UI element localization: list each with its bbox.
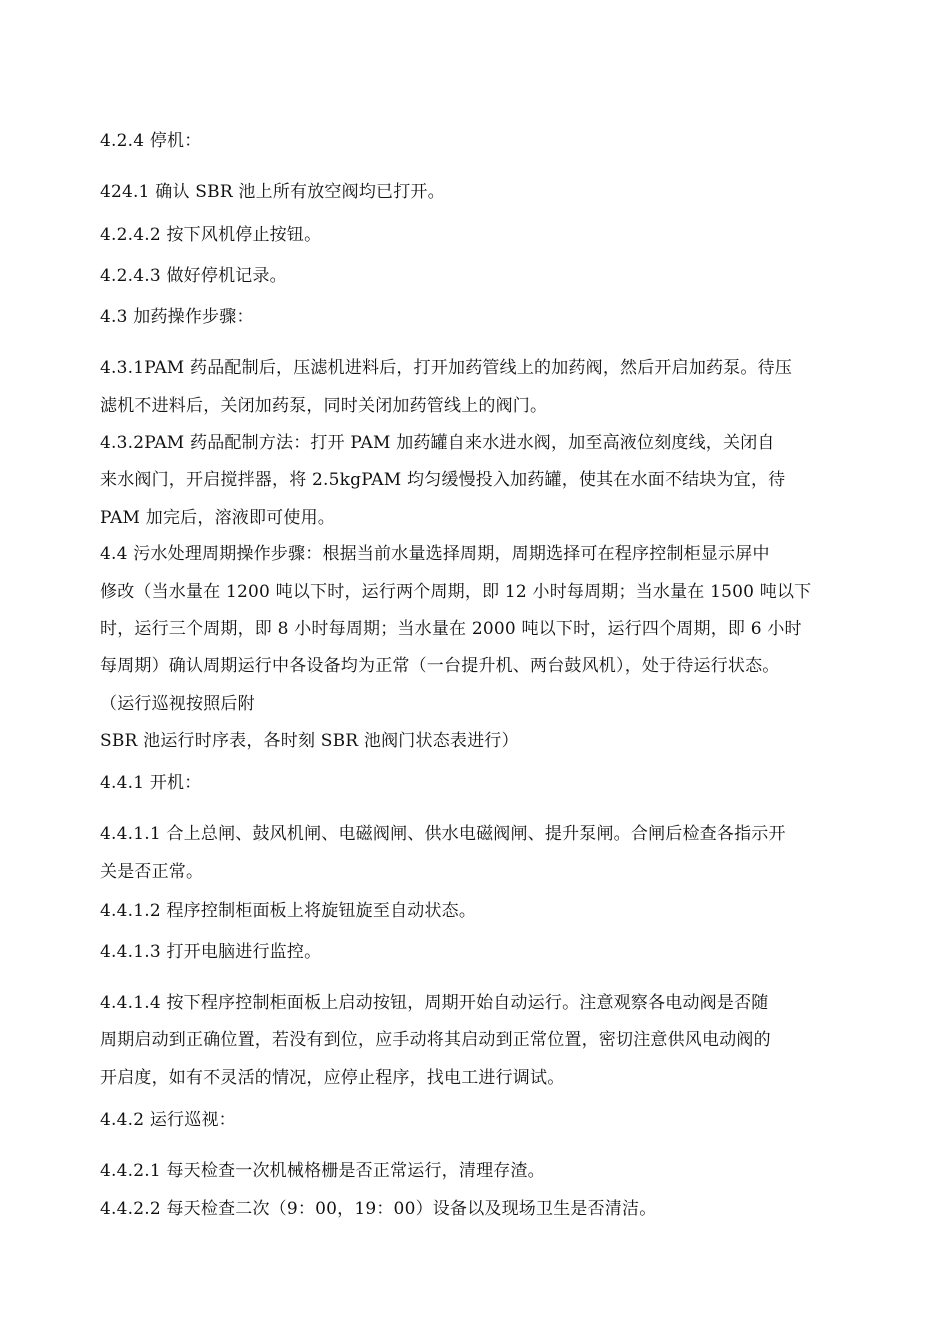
text-line: 4.4.1.2 程序控制柜面板上将旋钮旋至自动状态。	[100, 901, 477, 921]
heading-4-4-2: 4.4.2 运行巡视：	[100, 1110, 236, 1130]
text-line: 4.2.4.3 做好停机记录。	[100, 266, 287, 286]
text-line: 4.4.1.1 合上总闸、鼓风机闸、电磁阀闸、供水电磁阀闸、提升泵闸。合闸后检查各指示开	[100, 824, 786, 844]
text-line: 4.3.2PAM 药品配制方法：打开 PAM 加药罐自来水进水阀，加至高液位刻度线，关闭自	[100, 433, 775, 453]
text-line: 424.1 确认 SBR 池上所有放空阀均已打开。	[100, 182, 445, 202]
heading-4-2-4: 4.2.4 停机：	[100, 131, 202, 151]
text-line: 4.3.1PAM 药品配制后，压滤机进料后，打开加药管线上的加药阀，然后开启加药泵。待压	[100, 358, 793, 378]
text-line: 4.4.1.4 按下程序控制柜面板上启动按钮，周期开始自动运行。注意观察各电动阀是否随	[100, 993, 769, 1013]
text-line: 修改（当水量在 1200 吨以下时，运行两个周期，即 12 小时每周期；当水量在 1500 吨以下	[100, 582, 812, 602]
text-line: 滤机不进料后，关闭加药泵，同时关闭加药管线上的阀门。	[100, 396, 548, 416]
heading-4-3: 4.3 加药操作步骤：	[100, 307, 254, 327]
text-line: 每周期）确认周期运行中各设备均为正常（一台提升机、两台鼓风机），处于待运行状态。	[100, 656, 780, 676]
text-line: 周期启动到正确位置，若没有到位，应手动将其启动到正常位置，密切注意供风电动阀的	[100, 1030, 771, 1050]
text-line: 来水阀门，开启搅拌器，将 2.5kgPAM 均匀缓慢投入加药罐，使其在水面不结块为宜，待	[100, 470, 786, 490]
text-line: 时，运行三个周期，即 8 小时每周期；当水量在 2000 吨以下时，运行四个周期，即 6 小时	[100, 619, 802, 639]
text-line: 4.2.4.2 按下风机停止按钮。	[100, 225, 322, 245]
text-line: 4.4 污水处理周期操作步骤：根据当前水量选择周期，周期选择可在程序控制柜显示屏中	[100, 544, 770, 564]
text-line: 开启度，如有不灵活的情况，应停止程序，找电工进行调试。	[100, 1068, 565, 1088]
text-line: 4.4.2.1 每天检查一次机械格栅是否正常运行，清理存渣。	[100, 1161, 545, 1181]
text-line: （运行巡视按照后附	[100, 694, 255, 714]
text-line: SBR 池运行时序表，各时刻 SBR 池阀门状态表进行）	[100, 731, 519, 751]
text-line: 4.4.2.2 每天检查二次（9：00，19：00）设备以及现场卫生是否清洁。	[100, 1199, 657, 1219]
text-line: 4.4.1.3 打开电脑进行监控。	[100, 942, 322, 962]
text-line: PAM 加完后，溶液即可使用。	[100, 508, 335, 528]
text-line: 关是否正常。	[100, 862, 204, 882]
heading-4-4-1: 4.4.1 开机：	[100, 773, 202, 793]
